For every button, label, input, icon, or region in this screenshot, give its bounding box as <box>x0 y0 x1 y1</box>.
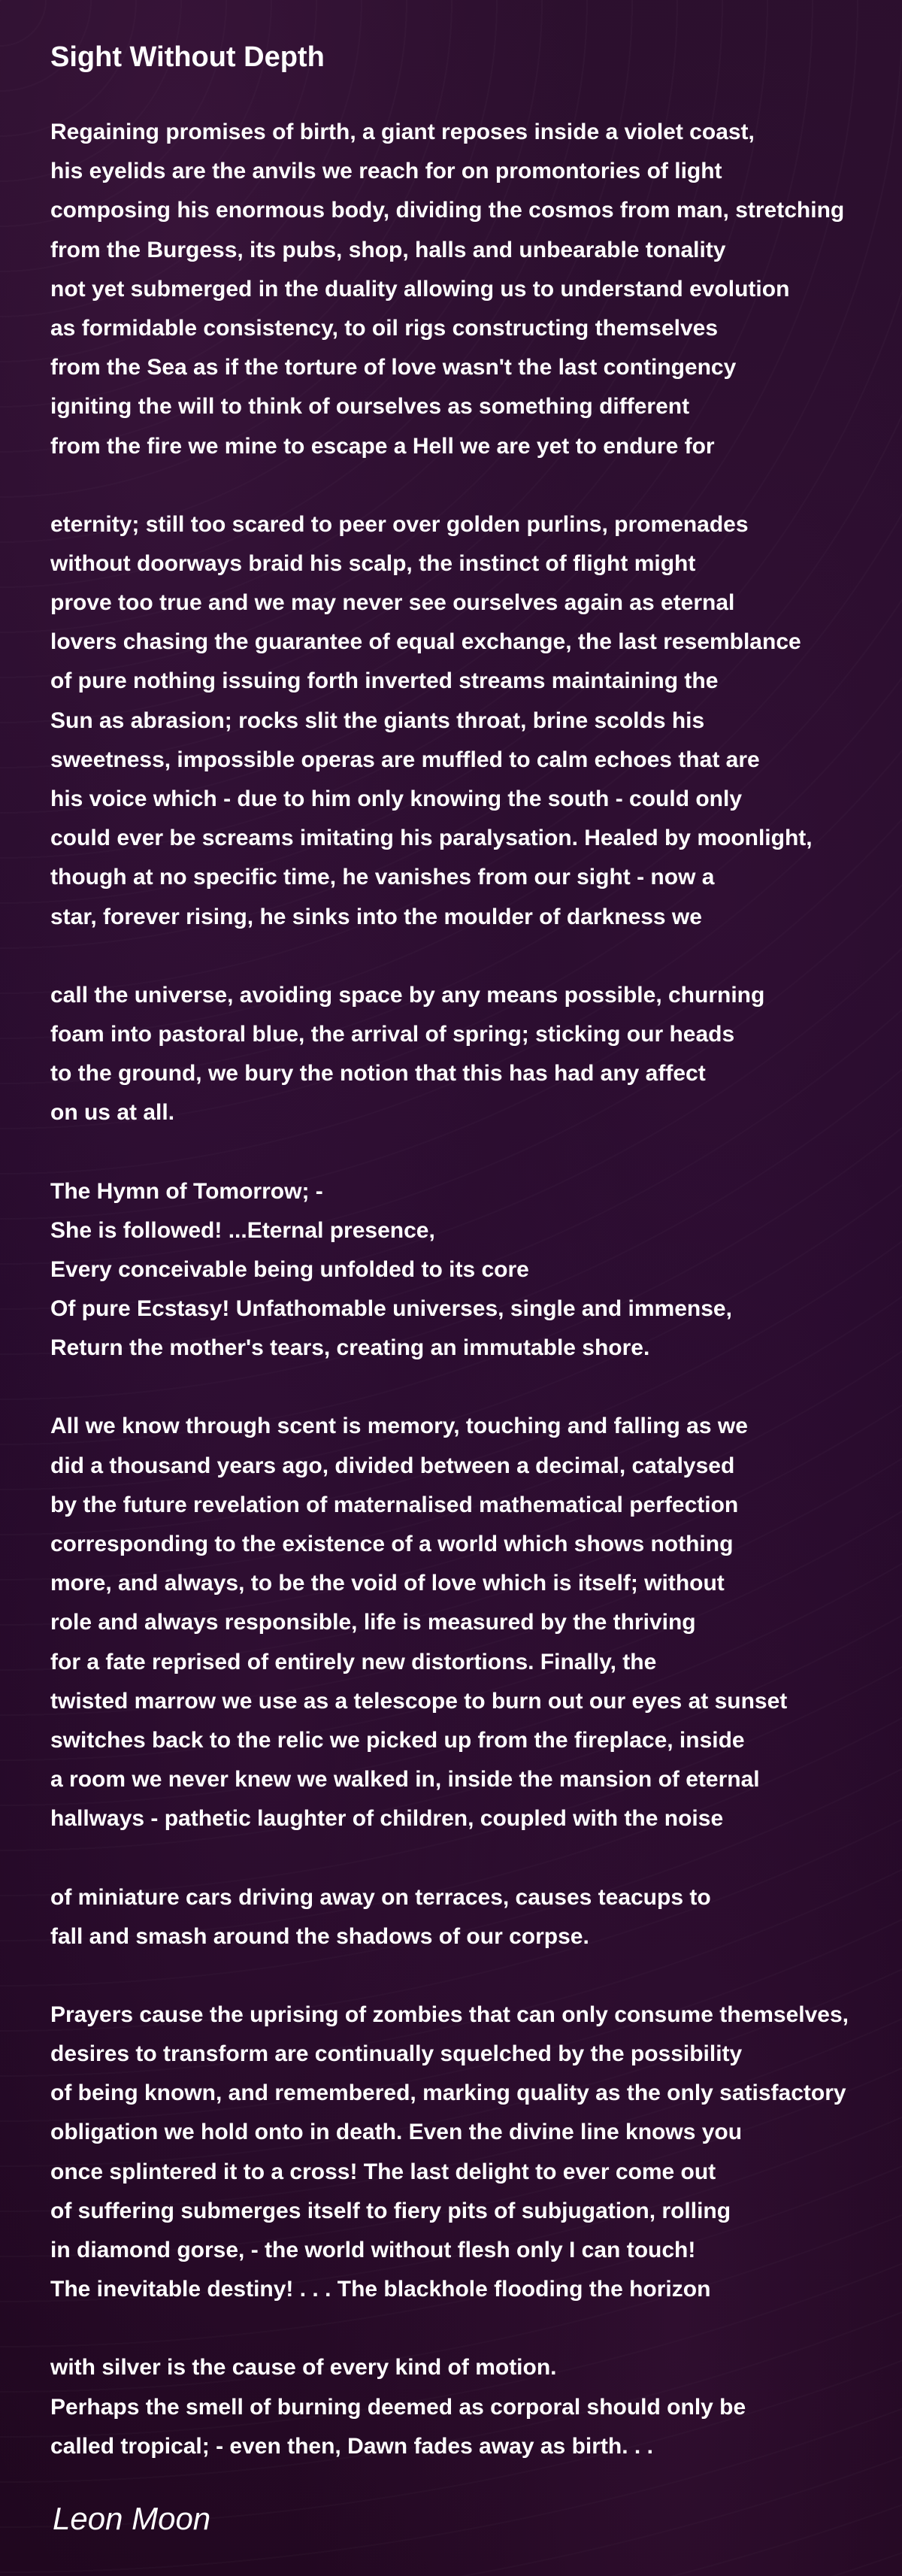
poem-line: Return the mother's tears, creating an immutable shore. <box>50 1335 650 1361</box>
poem-line: The Hymn of Tomorrow; - <box>50 1178 323 1204</box>
author-name: Leon Moon <box>53 2501 211 2536</box>
poem-line: corresponding to the existence of a world which shows nothing <box>50 1532 734 1556</box>
poem-line: of miniature cars driving away on terraces, causes teacups to <box>50 1884 711 1910</box>
poem-line: of suffering submerges itself to fiery pits of subjugation, rolling <box>50 2198 731 2223</box>
stanza <box>50 2348 902 2466</box>
stanza <box>50 1172 902 1368</box>
poem-line: did a thousand years ago, divided between a decimal, catalysed <box>50 1453 735 1478</box>
poem-line: from the Sea as if the torture of love wasn't the last contingency <box>50 355 737 380</box>
poem-line: as formidable consistency, to oil rigs constructing themselves <box>50 315 719 341</box>
poem-line: in diamond gorse, - the world without flesh only I can touch! <box>50 2238 696 2262</box>
poem-line: All we know through scent is memory, touching and falling as we <box>50 1414 748 1439</box>
poem-line: on us at all. <box>50 1100 175 1126</box>
poem-line: Sun as abrasion; rocks slit the giants throat, brine scolds his <box>50 708 705 733</box>
poem-line: prove too true and we may never see ourselves again as eternal <box>50 590 735 616</box>
stanza <box>50 505 902 937</box>
poem-line: twisted marrow we use as a telescope to burn out our eyes at sunset <box>50 1688 788 1714</box>
poem-line: call the universe, avoiding space by any means possible, churning <box>50 982 765 1008</box>
poem-line: obligation we hold onto in death. Even the divine line knows you <box>50 2120 743 2145</box>
poem-line: Regaining promises of birth, a giant reposes inside a violet coast, <box>50 120 755 144</box>
poem-line: though at no specific time, he vanishes from our sight - now a <box>50 865 715 890</box>
poem-line: Every conceivable being unfolded to its core <box>50 1256 529 1282</box>
poem-line: foam into pastoral blue, the arrival of spring; sticking our heads <box>50 1021 735 1047</box>
poem-line: not yet submerged in the duality allowing us to understand evolution <box>50 276 790 302</box>
poem-line: more, and always, to be the void of love which is itself; without <box>50 1571 725 1596</box>
poem-line: composing his enormous body, dividing the cosmos from man, stretching <box>50 198 845 223</box>
poem-line: switches back to the relic we picked up from the fireplace, inside <box>50 1727 745 1753</box>
stanza <box>50 1407 902 1838</box>
poem-line: could ever be screams imitating his paralysation. Healed by moonlight, <box>50 826 813 851</box>
poem-line: his eyelids are the anvils we reach for on promontories of light <box>50 159 722 184</box>
poem-line: to the ground, we bury the notion that this has had any affect <box>50 1061 706 1086</box>
poem-line: star, forever rising, he sinks into the moulder of darkness we <box>50 904 702 929</box>
poem-line: She is followed! ...Eternal presence, <box>50 1217 435 1243</box>
poem-line: of pure nothing issuing forth inverted streams maintaining the <box>50 668 719 694</box>
stanza <box>50 1878 902 1956</box>
poem-line: The inevitable destiny! . . . The blackhole flooding the horizon <box>50 2277 711 2302</box>
poem-line: from the fire we mine to escape a Hell we are yet to endure for <box>50 433 715 459</box>
poem-line: with silver is the cause of every kind of motion. <box>50 2355 557 2381</box>
poem-line: without doorways braid his scalp, the instinct of flight might <box>50 550 696 576</box>
poem-line: sweetness, impossible operas are muffled to calm echoes that are <box>50 747 760 772</box>
poem-line: from the Burgess, its pubs, shop, halls and unbearable tonality <box>50 237 726 262</box>
poem-line: called tropical; - even then, Dawn fades away as birth. . . <box>50 2433 653 2459</box>
poem-line: fall and smash around the shadows of our corpse. <box>50 1923 589 1949</box>
poem-line: hallways - pathetic laughter of children, coupled with the noise <box>50 1806 724 1832</box>
poem-line: Of pure Ecstasy! Unfathomable universes, single and immense, <box>50 1296 732 1322</box>
poem-line: Prayers cause the uprising of zombies that can only consume themselves, <box>50 2002 849 2027</box>
stanza <box>50 1996 902 2310</box>
poem-line: igniting the will to think of ourselves as something different <box>50 394 690 420</box>
stanza <box>50 976 902 1133</box>
poem-line: of being known, and remembered, marking quality as the only satisfactory <box>50 2080 846 2106</box>
stanza <box>50 113 902 466</box>
poem-line: once splintered it to a cross! The last delight to ever come out <box>50 2159 716 2184</box>
poem-line: for a fate reprised of entirely new distortions. Finally, the <box>50 1649 657 1674</box>
poem-line: lovers chasing the guarantee of equal exchange, the last resemblance <box>50 629 801 655</box>
poem-line: eternity; still too scared to peer over golden purlins, promenades <box>50 511 749 537</box>
poem-line: Perhaps the smell of burning deemed as corporal should only be <box>50 2394 746 2420</box>
poem-title: Sight Without Depth <box>50 41 325 73</box>
poem-line: a room we never knew we walked in, inside the mansion of eternal <box>50 1767 760 1793</box>
poem-line: his voice which - due to him only knowing the south - could only <box>50 786 743 811</box>
poem-line: role and always responsible, life is measured by the thriving <box>50 1610 696 1635</box>
poem-line: desires to transform are continually squelched by the possibility <box>50 2041 743 2067</box>
poem-line: by the future revelation of maternalised mathematical perfection <box>50 1492 739 1517</box>
poem-body <box>50 113 902 2505</box>
